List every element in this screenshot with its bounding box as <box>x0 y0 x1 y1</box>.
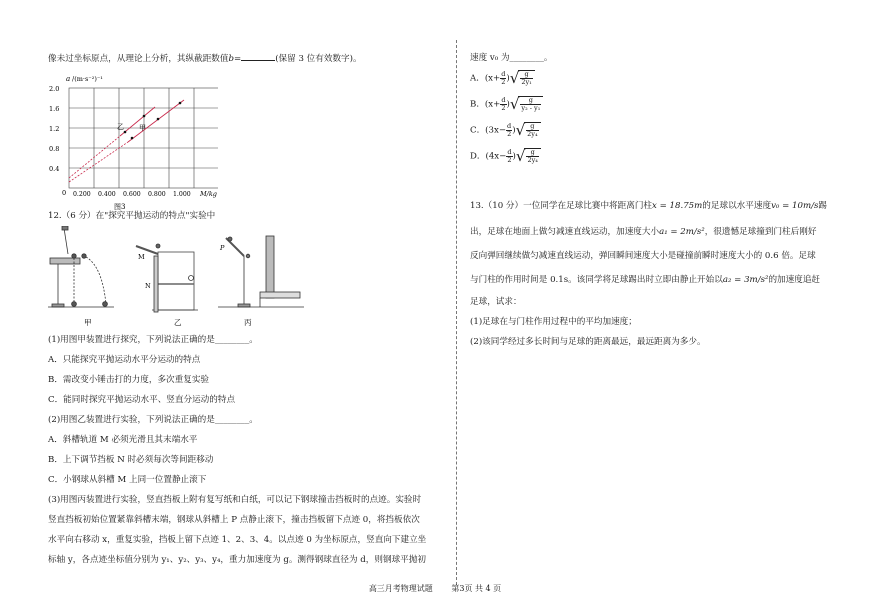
sqrt-icon: √ <box>509 94 520 113</box>
radicand <box>518 70 534 86</box>
frac <box>506 123 512 138</box>
opt-label: A． <box>470 73 485 84</box>
opt-expr: (3x− <box>485 125 507 136</box>
sqrt-icon: √ <box>515 120 526 139</box>
math: a₁ = 2m/s² <box>659 227 705 237</box>
ytick: 2.0 <box>49 85 60 93</box>
q13-line5: 足球，试求： <box>470 297 522 307</box>
text: 13.（10 分）一位同学在足球比赛中将距离门柱 <box>470 201 653 211</box>
den: 2y₄ <box>527 130 538 138</box>
eq: = <box>234 54 242 64</box>
option-a[interactable]: A．(x+ $\frac{d}{2}$ )√ $\frac{g}{\text{2y₁}}$ <box>470 70 535 86</box>
ytick: 1.6 <box>49 105 60 113</box>
graph-caption: 图3 <box>114 203 126 210</box>
xtick: 0.400 <box>98 191 116 198</box>
ytick: 0.8 <box>49 145 60 153</box>
q13-part1: (1)足球在与门柱作用过程中的平均加速度； <box>470 317 637 327</box>
text: 像未过坐标原点，从理论上分析，其纵截距数值 <box>48 54 229 64</box>
q12-part1-option-b: B．需改变小锤击打的力度，多次重复实验 <box>48 375 210 385</box>
math: x = 18.75m <box>652 201 703 211</box>
text: 踢 <box>818 201 828 211</box>
figure-label-yi: 乙 <box>174 318 182 327</box>
opt-expr: (4x− <box>485 151 507 162</box>
xtick: 0.600 <box>123 191 141 198</box>
den: 2 <box>501 77 506 86</box>
radicand <box>518 96 543 112</box>
xlabel: M/kg <box>200 190 217 198</box>
page-footer <box>0 583 870 594</box>
q12-part2: (2)用图乙装置进行实验，下列说法正确的是________。 <box>48 415 258 425</box>
frac <box>506 149 512 164</box>
text: ，很遗憾足球撞到门柱后刚好 <box>704 227 817 237</box>
math: a₂ = 3m/s² <box>722 275 769 285</box>
data-point <box>131 137 134 140</box>
var-b: b <box>228 54 234 64</box>
data-point <box>157 118 160 121</box>
frac <box>500 71 506 86</box>
q12-part3-line3: 水平向右移动 x，重复实验，挡板上留下点迹 1、2、3、4。以点迹 0 为坐标原点，竖直向下建立坐 <box>48 535 427 545</box>
graph-ylabel: /(m·s⁻²)⁻¹ <box>72 75 103 83</box>
figure-jia <box>48 226 114 307</box>
radicand <box>524 148 540 164</box>
graph-3 <box>48 70 218 210</box>
opt-expr: (x+ <box>484 73 501 84</box>
xtick: 0.800 <box>148 191 166 198</box>
num: d <box>501 95 506 104</box>
frac <box>500 97 506 112</box>
q13-line2 <box>470 226 816 238</box>
q13-part2: (2)该同学经过多长时间与足球的距离最远，最远距离为多少。 <box>470 337 706 347</box>
num: d <box>507 147 512 156</box>
data-point <box>124 131 127 134</box>
option-c[interactable]: C．(3x− $\frac{d}{2}$ )√ $\frac{g}{\text{2y₄}}$ <box>470 122 541 138</box>
xtick: 1.000 <box>173 191 191 198</box>
graph-ylabel-prefix: a <box>66 75 71 83</box>
den: 2y₁ <box>521 78 532 86</box>
data-point <box>143 115 146 118</box>
text: 的加速度追赶 <box>768 275 821 285</box>
q13-line1 <box>470 200 827 212</box>
q12-part3-line4: 标轴 y，各点迹坐标值分别为 y₁、y₂、y₃、y₄，重力加速度为 g。测得钢球直径为 d，则钢球平抛初 <box>48 555 426 565</box>
opt-expr: (x+ <box>484 99 501 110</box>
text: 的足球以水平速度 <box>702 201 772 211</box>
q12-part3-line2: 竖直挡板初始位置紧靠斜槽末端，钢球从斜槽上 P 点静止滚下，撞击挡板留下点迹 0，将挡板依次 <box>48 515 420 525</box>
graph-grid <box>69 88 218 188</box>
figure-bing <box>218 236 304 307</box>
math: v₀ = 10m/s <box>771 201 819 211</box>
ytick: 1.2 <box>49 125 60 133</box>
xtick: 0.200 <box>73 191 91 198</box>
ytick: 0.4 <box>49 165 60 173</box>
v0-question-tail: 速度 v₀ 为________。 <box>470 53 553 63</box>
footer-page: 第3页 共 4 页 <box>451 584 502 593</box>
footer-title: 高三月考物理试题 <box>368 584 433 593</box>
label-N: N <box>145 282 151 290</box>
figure-label-bing: 丙 <box>244 318 252 327</box>
sqrt-icon: √ <box>509 68 520 87</box>
num: d <box>501 69 506 78</box>
q12-part2-option-a: A．斜槽轨道 M 必须光滑且其末端水平 <box>48 435 198 445</box>
num: g <box>526 149 538 157</box>
figure-label-jia: 甲 <box>84 318 92 327</box>
den: 2 <box>507 155 512 164</box>
answer-blank[interactable] <box>241 52 275 61</box>
q13-line4 <box>470 274 820 286</box>
opt-label: D． <box>470 151 486 162</box>
den: 2 <box>507 129 512 138</box>
q12-part1-option-a: A．只能探究平抛运动水平分运动的特点 <box>48 355 201 365</box>
q12-title: 12.（6 分）在"探究平抛运动的特点"实验中 <box>48 211 216 221</box>
q13-line3: 反向弹回继续做匀减速直线运动，弹回瞬间速度大小是碰撞前瞬时速度大小的 0.6 倍。足球 <box>470 251 816 261</box>
origin-label: 0 <box>62 189 67 197</box>
data-point <box>179 102 182 105</box>
line-yi-dashed <box>69 136 120 178</box>
line-jia <box>128 100 184 142</box>
den: y₂ - y₁ <box>521 104 541 112</box>
num: g <box>520 71 532 79</box>
q12-part1-option-c: C．能同时探究平抛运动水平、竖直分运动的特点 <box>48 395 236 405</box>
q12-part3-line1: (3)用图丙装置进行实验，竖直挡板上附有复写纸和白纸，可以记下钢球撞击挡板时的点迹。实验时 <box>48 495 422 505</box>
q12-part1: (1)用图甲装置进行探究，下列说法正确的是________。 <box>48 335 258 345</box>
apparatus-figures <box>48 226 348 330</box>
option-d[interactable]: D．(4x− $\frac{d}{2}$ )√ $\frac{g}{\text{2y₄}}$ <box>470 148 541 164</box>
option-b[interactable]: B．(x+ $\frac{d}{2}$ )√ $\frac{g}{\text{y₂ - y₁}}$ <box>470 96 543 112</box>
opt-label: C． <box>470 125 486 136</box>
figure-yi <box>136 244 198 312</box>
label-P: P <box>220 244 225 252</box>
text: 与门柱的作用时间是 0.1s。该同学将足球踢出时立即由静止开始以 <box>470 275 723 285</box>
text: 出，足球在地面上做匀减速直线运动，加速度大小 <box>470 227 660 237</box>
num: g <box>520 97 541 105</box>
sqrt-icon: √ <box>515 146 526 165</box>
num: d <box>507 121 512 130</box>
den: 2y₄ <box>527 156 538 164</box>
label-jia: 甲 <box>139 124 146 132</box>
column-divider <box>456 40 457 585</box>
num: g <box>526 123 538 131</box>
prev-question-tail <box>48 52 362 65</box>
q12-part2-option-c: C．小钢球从斜槽 M 上同一位置静止滚下 <box>48 475 207 485</box>
q12-part2-option-b: B．上下调节挡板 N 时必须每次等间距移动 <box>48 455 214 465</box>
label-yi: 乙 <box>117 123 124 131</box>
radicand <box>524 122 540 138</box>
text: (保留 3 位有效数字)。 <box>275 54 362 64</box>
label-M: M <box>138 253 145 261</box>
opt-label: B． <box>470 99 485 110</box>
den: 2 <box>501 103 506 112</box>
